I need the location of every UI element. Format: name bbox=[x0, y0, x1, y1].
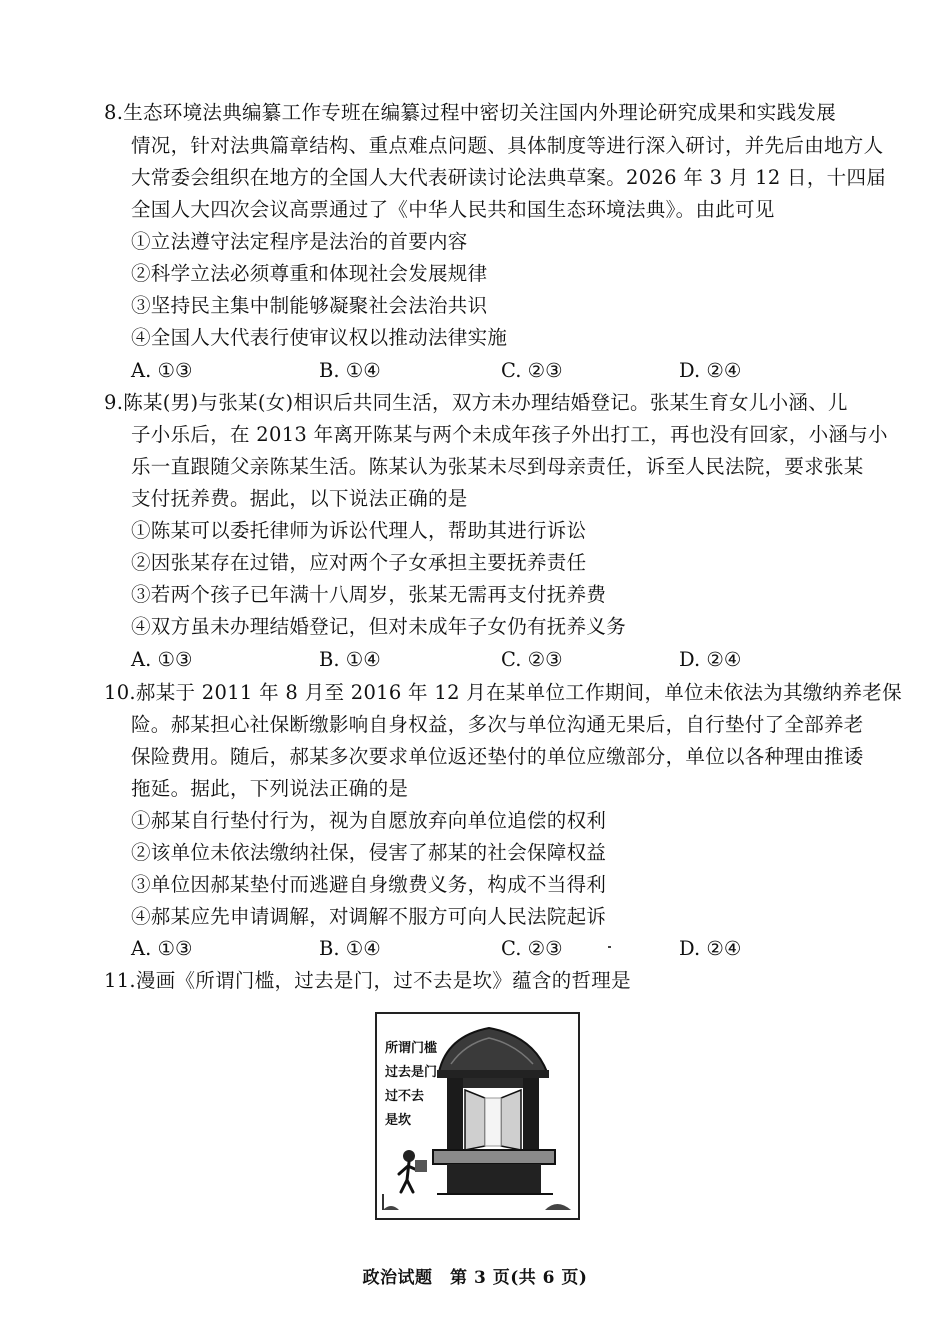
q8-stem-line-3: 大常委会组织在地方的全国人大代表研读讨论法典草案。2026 年 3 月 12 日，十四届 bbox=[131, 166, 887, 189]
comic-caption-line-3: 过不去 bbox=[385, 1089, 425, 1104]
q8-choice-a: A. ①③ bbox=[131, 359, 193, 382]
q9-stem-line-1: 9.陈某(男)与张某(女)相识后共同生活，双方未办理结婚登记。张某生育女儿小涵、儿 bbox=[104, 391, 848, 414]
q10-option-1: ①郝某自行垫付行为，视为自愿放弃向单位追偿的权利 bbox=[131, 809, 607, 832]
q10-choice-a: A. ①③ bbox=[131, 937, 193, 960]
q8-stem-line-4: 全国人大四次会议高票通过了《中华人民共和国生态环境法典》。由此可见 bbox=[131, 198, 775, 221]
q9-stem-line-2: 子小乐后，在 2013 年离开陈某与两个未成年孩子外出打工，再也没有回家，小涵与小 bbox=[131, 423, 888, 446]
q10-choice-d: D. ②④ bbox=[679, 937, 742, 960]
q9-choices bbox=[131, 648, 831, 672]
q10-option-2: ②该单位未依法缴纳社保，侵害了郝某的社会保障权益 bbox=[131, 841, 607, 864]
q11-stem: 11.漫画《所谓门槛，过去是门，过不去是坎》蕴含的哲理是 bbox=[104, 969, 631, 992]
comic-caption-line-4: 是坎 bbox=[385, 1113, 412, 1128]
q9-option-1: ①陈某可以委托律师为诉讼代理人，帮助其进行诉讼 bbox=[131, 519, 587, 542]
q10-stem-line-4: 拖延。据此，下列说法正确的是 bbox=[131, 777, 409, 800]
q10-option-4: ④郝某应先申请调解，对调解不服方可向人民法院起诉 bbox=[131, 905, 607, 928]
q8-choice-c: C. ②③ bbox=[501, 359, 563, 382]
comic-caption-line-1: 所谓门槛 bbox=[385, 1041, 438, 1056]
q8-option-4: ④全国人大代表行使审议权以推动法律实施 bbox=[131, 326, 508, 349]
q8-stem-line-2: 情况，针对法典篇章结构、重点难点问题、具体制度等进行深入研讨，并先后由地方人 bbox=[131, 134, 884, 157]
q9-option-2: ②因张某存在过错，应对两个子女承担主要抚养责任 bbox=[131, 551, 587, 574]
q8-option-3: ③坚持民主集中制能够凝聚社会法治共识 bbox=[131, 294, 488, 317]
q8-option-2: ②科学立法必须尊重和体现社会发展规律 bbox=[131, 262, 488, 285]
q10-choice-c: C. ②③ bbox=[501, 937, 563, 960]
stray-mark bbox=[608, 946, 611, 948]
comic-illustration bbox=[375, 1012, 580, 1220]
q8-stem-line-1: 8.生态环境法典编纂工作专班在编纂过程中密切关注国内外理论研究成果和实践发展 bbox=[104, 101, 837, 124]
q10-choice-b: B. ①④ bbox=[319, 937, 381, 960]
q8-choices bbox=[131, 359, 831, 383]
q8-choice-b: B. ①④ bbox=[319, 359, 381, 382]
q8-choice-d: D. ②④ bbox=[679, 359, 742, 382]
q10-stem-line-3: 保险费用。随后，郝某多次要求单位返还垫付的单位应缴部分，单位以各种理由推诿 bbox=[131, 745, 864, 768]
comic-caption-line-2: 过去是门 bbox=[385, 1065, 438, 1080]
q10-option-3: ③单位因郝某垫付而逃避自身缴费义务，构成不当得利 bbox=[131, 873, 607, 896]
q9-stem-line-4: 支付抚养费。据此，以下说法正确的是 bbox=[131, 487, 468, 510]
q9-stem-line-3: 乐一直跟随父亲陈某生活。陈某认为张某未尽到母亲责任，诉至人民法院，要求张某 bbox=[131, 455, 864, 478]
q10-choices bbox=[131, 937, 831, 961]
q9-option-4: ④双方虽未办理结婚登记，但对未成年子女仍有抚养义务 bbox=[131, 615, 627, 638]
q9-option-3: ③若两个孩子已年满十八周岁，张某无需再支付抚养费 bbox=[131, 583, 607, 606]
q9-choice-a: A. ①③ bbox=[131, 648, 193, 671]
q9-choice-c: C. ②③ bbox=[501, 648, 563, 671]
q10-stem-line-2: 险。郝某担心社保断缴影响自身权益，多次与单位沟通无果后，自行垫付了全部养老 bbox=[131, 713, 864, 736]
q8-option-1: ①立法遵守法定程序是法治的首要内容 bbox=[131, 230, 468, 253]
q9-choice-d: D. ②④ bbox=[679, 648, 742, 671]
q9-choice-b: B. ①④ bbox=[319, 648, 381, 671]
q10-stem-line-1: 10.郝某于 2011 年 8 月至 2016 年 12 月在某单位工作期间，单位未依法为其缴纳养老保 bbox=[104, 681, 902, 704]
page-footer: 政治试题 第 3 页(共 6 页) bbox=[362, 1268, 588, 1288]
